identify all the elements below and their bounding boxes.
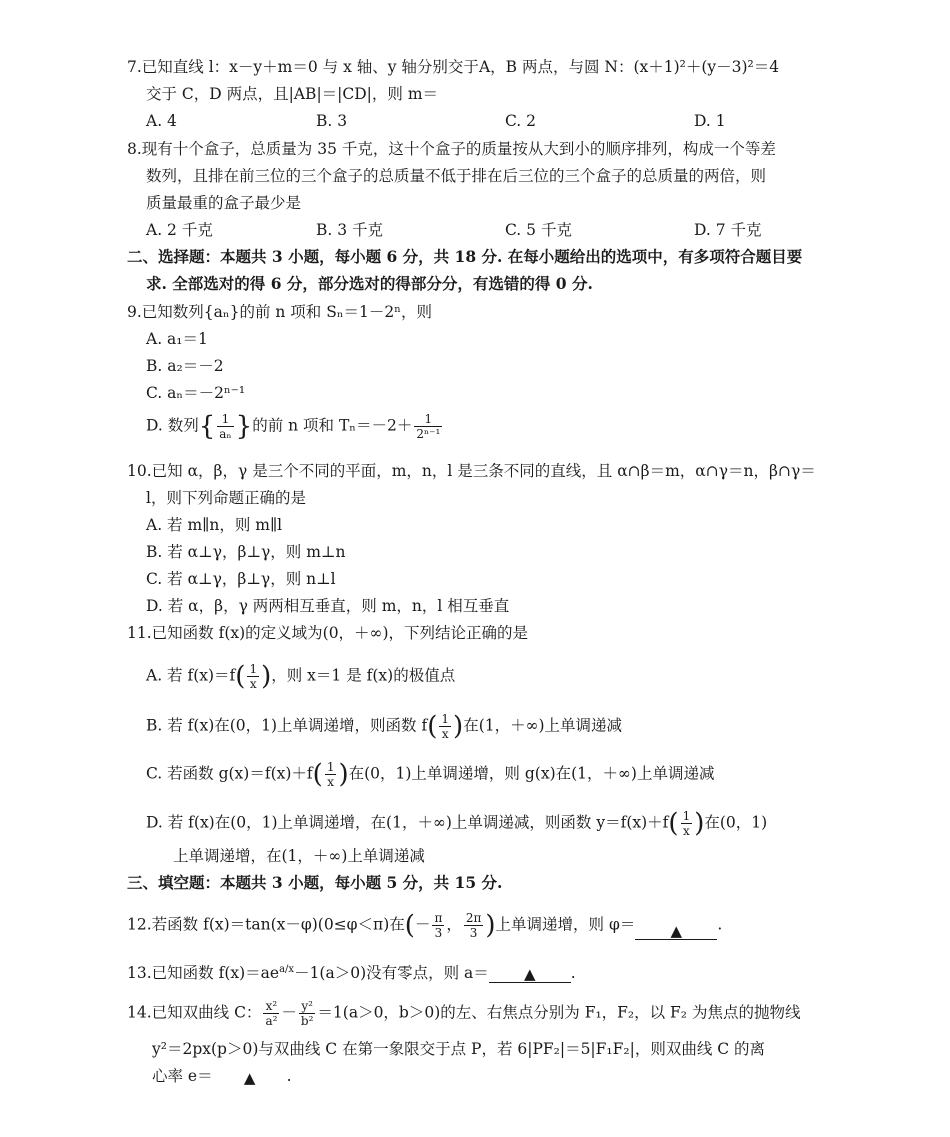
fraction-numerator: x² [263,999,279,1014]
fraction-denominator: aₙ [219,427,232,441]
fraction-denominator: x [249,677,257,691]
q9-d-prefix: D. 数列 [146,416,199,435]
one-over-x-fraction [247,662,259,691]
fraction-denominator: x [441,727,449,741]
fraction-numerator: 1 [249,662,258,676]
q13-suffix: －1(a＞0)没有零点，则 a＝ [294,964,489,983]
q11-a-prefix: A. 若 f(x)＝f [146,666,236,685]
q11-c-prefix: C. 若函数 g(x)＝f(x)＋f [146,764,313,783]
fraction-denominator: 3 [434,926,443,940]
right-paren: ) [261,661,272,692]
q11-option-c [146,760,714,789]
fraction-numerator: 1 [217,412,233,427]
q12-prefix: 12.若函数 f(x)＝tan(x－φ)(0≤φ＜π)在 [127,915,405,934]
q11-option-a [146,662,455,691]
q11-option-d [146,809,767,838]
q12-period: . [717,915,723,934]
q10-option-d: D. 若 α，β，γ 两两相互垂直，则 m，n，l 相互垂直 [146,597,510,615]
fraction-numerator: 1 [326,760,335,774]
fraction-denominator: x [327,775,335,789]
q13-prefix: 13.已知函数 f(x)＝ae [127,964,280,983]
neg-pi-third-fraction [432,911,444,940]
q7-line1: 7.已知直线 l：x－y＋m＝0 与 x 轴、y 轴分别交于A，B 两点，与圆 N：(x＋1)²＋(y－3)²＝4 [127,58,780,76]
q9-option-c: C. aₙ＝－2ⁿ⁻¹ [146,384,246,402]
q12-line: 12.若函数 f(x)＝tan(x－φ)(0≤φ＜π)在(－ $\frac{\pi}{3}$ ， $\frac{2\pi}{3}$ )上单调递增，则 φ＝ ▲ . [127,910,723,941]
q13-answer-blank[interactable] [489,964,571,983]
q10-line2: l，则下列命题正确的是 [146,489,306,507]
left-paren: ( [404,910,415,941]
one-over-x-fraction [325,760,337,789]
triangle-marker-icon: ▲ [670,922,683,940]
q8-line2: 数列，且排在前三位的三个盒子的总质量不低于排在后三位的三个盒子的总质量的两倍，则 [146,167,767,185]
fraction-numerator: 1 [682,809,691,823]
left-paren: ( [312,759,323,790]
minus-sign: － [414,915,431,934]
q9-d-fraction [217,412,233,441]
q7-line2: 交于 C，D 两点，且|AB|＝|CD|，则 m＝ [146,85,439,103]
q10-option-a: A. 若 m∥n，则 m∥l [146,516,283,534]
q13-exponent: a/x [279,964,295,975]
q9-option-a: A. a₁＝1 [146,330,208,348]
fraction-numerator: π [434,911,443,925]
triangle-marker-icon: ▲ [524,965,536,984]
q13-period: . [570,964,576,983]
fraction-denominator: a² [265,1014,278,1028]
right-paren: ) [338,759,349,790]
q7-option-d: D. 1 [694,112,726,130]
q7-option-b: B. 3 [316,112,348,130]
q9-option-b: B. a₂＝－2 [146,357,224,375]
q8-option-b: B. 3 千克 [316,221,384,239]
right-paren: ) [694,808,705,839]
q12-suffix: 上单调递增，则 φ＝ [495,915,636,934]
left-brace: { [198,411,216,442]
q11-a-suffix: ，则 x＝1 是 f(x)的极值点 [271,666,456,685]
q14-line3 [152,1066,292,1086]
q8-option-a: A. 2 千克 [146,221,213,239]
triangle-marker-icon: ▲ [243,1069,256,1087]
q12-answer-blank[interactable] [635,921,717,940]
q11-c-suffix: 在(0，1)上单调递增，则 g(x)在(1，＋∞)上单调递减 [348,764,715,783]
q10-option-c: C. 若 α⊥γ，β⊥γ，则 n⊥l [146,570,336,588]
left-paren: ( [668,808,679,839]
q8-line1: 8.现有十个盒子，总质量为 35 千克，这十个盒子的质量按从大到小的顺序排列，构成一个等差 [127,140,776,158]
q7-option-a: A. 4 [146,112,177,130]
section2-heading-line2: 求. 全部选对的得 6 分，部分选对的得部分分，有选错的得 0 分. [146,274,593,293]
right-brace: } [235,411,253,442]
left-paren: ( [427,711,438,742]
fraction-denominator: 3 [469,926,478,940]
q14-line2: y²＝2px(p＞0)与双曲线 C 在第一象限交于点 P，若 6|PF₂|＝5|F₁F₂|，则双曲线 C 的离 [152,1040,766,1058]
section3-heading: 三、填空题：本题共 3 小题，每小题 5 分，共 15 分. [127,873,503,892]
q9-d-middle: 的前 n 项和 Tₙ＝－2＋ [252,416,413,435]
q11-d-suffix: 在(0，1) [704,813,768,832]
section2-heading-line1: 二、选择题：本题共 3 小题，每小题 6 分，共 18 分. 在每小题给出的选项中，有多项符合题目要 [127,247,803,266]
q10-line1: 10.已知 α，β，γ 是三个不同的平面，m，n，l 是三条不同的直线，且 α∩β＝m，α∩γ＝n，β∩γ＝ [127,462,816,480]
q14-period: . [286,1067,292,1085]
fraction-numerator: 1 [441,712,450,726]
q9-stem: 9.已知数列{aₙ}的前 n 项和 Sₙ＝1－2ⁿ，则 [127,303,432,321]
fraction-numerator: 1 [414,412,442,427]
q13-line [127,960,576,983]
two-pi-third-fraction [464,911,484,940]
fraction-denominator: b² [300,1014,314,1028]
x2-over-a2-fraction [263,999,279,1028]
right-paren: ) [453,711,464,742]
left-paren: ( [235,661,246,692]
q11-option-b [146,712,622,741]
q9-d-fraction-2 [414,412,442,441]
one-over-x-fraction [439,712,451,741]
q14-suffix: ＝1(a＞0，b＞0)的左、右焦点分别为 F₁，F₂，以 F₂ 为焦点的抛物线 [317,1003,801,1022]
q9-option-d [146,412,444,441]
q11-stem: 11.已知函数 f(x)的定义域为(0，＋∞)，下列结论正确的是 [127,624,529,642]
q8-option-d: D. 7 千克 [694,221,762,239]
q11-b-suffix: 在(1，＋∞)上单调递减 [463,716,623,735]
fraction-denominator: 2ⁿ⁻¹ [416,427,441,441]
q11-d-prefix: D. 若 f(x)在(0，1)上单调递增，在(1，＋∞)上单调递减，则函数 y＝f(x)＋f [146,813,669,832]
minus-sign: － [281,1003,297,1022]
q11-option-d-line2: 上单调递增，在(1，＋∞)上单调递减 [173,847,425,865]
q14-line3-prefix: 心率 e＝ [152,1067,213,1085]
q8-option-c: C. 5 千克 [505,221,572,239]
right-paren: ) [485,910,496,941]
fraction-denominator: x [683,824,690,838]
q10-option-b: B. 若 α⊥γ，β⊥γ，则 m⊥n [146,543,346,561]
q14-prefix: 14.已知双曲线 C： [127,1003,262,1022]
q7-option-c: C. 2 [505,112,537,130]
q14-line1 [127,999,800,1028]
fraction-numerator: y² [299,999,316,1014]
q14-answer-blank[interactable] [213,1068,287,1086]
fraction-numerator: 2π [465,911,482,925]
one-over-x-fraction [681,809,693,838]
q8-line3: 质量最重的盒子最少是 [146,194,302,212]
q11-b-prefix: B. 若 f(x)在(0，1)上单调递增，则函数 f [146,716,428,735]
y2-over-b2-fraction [299,999,316,1028]
